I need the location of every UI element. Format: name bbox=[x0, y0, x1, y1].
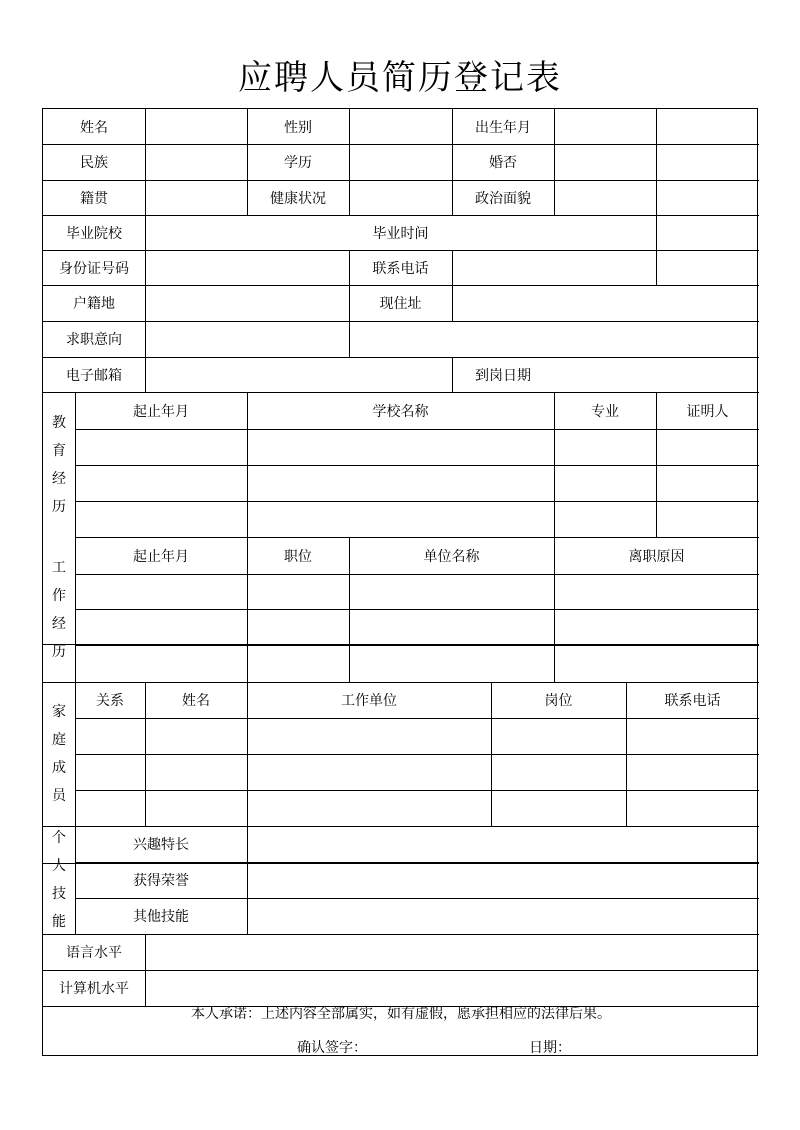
political-field[interactable] bbox=[554, 180, 656, 215]
edu-major-cell[interactable] bbox=[554, 501, 656, 537]
section-char: 经 bbox=[52, 470, 66, 487]
work-company-cell[interactable] bbox=[349, 609, 554, 645]
work-company-cell[interactable] bbox=[349, 645, 554, 682]
label-id-number: 身份证号码 bbox=[59, 260, 129, 277]
name-field[interactable] bbox=[145, 109, 247, 144]
work-position-cell[interactable] bbox=[247, 645, 349, 682]
section-char: 家 bbox=[52, 704, 66, 720]
label-hobbies: 兴趣特长 bbox=[133, 837, 189, 853]
family-phone-cell[interactable] bbox=[626, 790, 759, 826]
label-phone: 联系电话 bbox=[372, 260, 429, 277]
section-char: 经 bbox=[52, 615, 66, 632]
label-computer: 计算机水平 bbox=[59, 981, 129, 997]
label-school: 毕业院校 bbox=[66, 225, 122, 242]
section-char: 历 bbox=[52, 498, 66, 515]
edu-header-period: 起止年月 bbox=[133, 403, 189, 420]
pledge-area bbox=[43, 1006, 759, 1057]
hobbies-field[interactable] bbox=[247, 826, 759, 862]
school-field[interactable] bbox=[145, 215, 349, 250]
label-other-skills: 其他技能 bbox=[133, 909, 189, 925]
label-origin: 籍贯 bbox=[80, 190, 108, 207]
id-number-field[interactable] bbox=[145, 250, 349, 285]
form-title: 应聘人员简历登记表 bbox=[238, 58, 562, 98]
section-char: 员 bbox=[52, 788, 66, 804]
address-field[interactable] bbox=[452, 285, 759, 321]
edu-school-cell[interactable] bbox=[247, 429, 554, 465]
edu-period-cell[interactable] bbox=[75, 465, 247, 501]
phone-field[interactable] bbox=[452, 250, 759, 285]
family-position-cell[interactable] bbox=[491, 718, 626, 754]
edu-header-referee: 证明人 bbox=[686, 403, 729, 420]
work-position-cell[interactable] bbox=[247, 609, 349, 645]
family-phone-cell[interactable] bbox=[626, 754, 759, 790]
label-start-date: 到岗日期 bbox=[475, 367, 531, 384]
edu-referee-cell[interactable] bbox=[656, 429, 759, 465]
origin-field[interactable] bbox=[145, 180, 247, 215]
section-char: 庭 bbox=[52, 732, 66, 748]
family-name-cell[interactable] bbox=[145, 718, 247, 754]
family-employer-cell[interactable] bbox=[247, 718, 491, 754]
family-position-cell[interactable] bbox=[491, 790, 626, 826]
family-header-position: 岗位 bbox=[544, 693, 573, 709]
language-field[interactable] bbox=[145, 934, 759, 970]
edu-referee-cell[interactable] bbox=[656, 501, 759, 537]
education-field[interactable] bbox=[349, 144, 452, 180]
edu-school-cell[interactable] bbox=[247, 501, 554, 537]
family-employer-cell[interactable] bbox=[247, 754, 491, 790]
section-work bbox=[43, 537, 75, 682]
label-email: 电子邮箱 bbox=[66, 367, 122, 384]
edu-header-school: 学校名称 bbox=[372, 403, 429, 420]
edu-school-cell[interactable] bbox=[247, 465, 554, 501]
signature-row bbox=[43, 1037, 759, 1057]
computer-field[interactable] bbox=[145, 970, 759, 1006]
family-phone-cell[interactable] bbox=[626, 718, 759, 754]
label-ethnicity: 民族 bbox=[80, 155, 108, 171]
label-address: 现住址 bbox=[379, 296, 422, 312]
family-header-name: 姓名 bbox=[182, 693, 210, 709]
work-position-cell[interactable] bbox=[247, 574, 349, 609]
family-header-relation: 关系 bbox=[96, 693, 124, 709]
work-header-position: 职位 bbox=[284, 548, 312, 565]
work-header-period: 起止年月 bbox=[133, 548, 189, 565]
section-char: 成 bbox=[52, 760, 66, 776]
section-char: 作 bbox=[52, 587, 66, 604]
edu-major-cell[interactable] bbox=[554, 429, 656, 465]
work-header-company: 单位名称 bbox=[423, 548, 480, 565]
section-char: 技 bbox=[52, 886, 66, 902]
label-political: 政治面貌 bbox=[475, 190, 531, 207]
work-reason-cell[interactable] bbox=[554, 574, 759, 609]
work-period-cell[interactable] bbox=[75, 609, 247, 645]
label-grad-time: 毕业时间 bbox=[372, 225, 429, 242]
hukou-field[interactable] bbox=[145, 285, 349, 321]
work-period-cell[interactable] bbox=[75, 574, 247, 609]
pledge-text: 本人承诺：上述内容全部属实，如有虚假，愿承担相应的法律后果。 bbox=[191, 1005, 611, 1022]
family-header-employer: 工作单位 bbox=[341, 693, 397, 709]
family-relation-cell[interactable] bbox=[75, 790, 145, 826]
section-education bbox=[43, 392, 75, 537]
section-char: 工 bbox=[52, 559, 66, 576]
work-reason-cell[interactable] bbox=[554, 609, 759, 645]
family-position-cell[interactable] bbox=[491, 754, 626, 790]
family-header-phone: 联系电话 bbox=[664, 693, 721, 709]
birth-field[interactable] bbox=[554, 109, 656, 144]
section-char: 能 bbox=[52, 914, 66, 930]
label-job-intent: 求职意向 bbox=[66, 332, 122, 348]
marital-field[interactable] bbox=[554, 144, 656, 180]
signature-label[interactable]: 确认签字： bbox=[297, 1039, 367, 1056]
family-name-cell[interactable] bbox=[145, 754, 247, 790]
date-label[interactable]: 日期： bbox=[529, 1039, 571, 1056]
edu-major-cell[interactable] bbox=[554, 465, 656, 501]
section-char: 育 bbox=[52, 442, 66, 459]
health-field[interactable] bbox=[349, 180, 452, 215]
label-health: 健康状况 bbox=[270, 190, 326, 207]
honors-field[interactable] bbox=[247, 862, 759, 898]
gender-field[interactable] bbox=[349, 109, 452, 144]
section-char: 历 bbox=[52, 643, 66, 660]
section-char: 人 bbox=[52, 858, 66, 874]
label-education: 学历 bbox=[284, 155, 312, 171]
label-gender: 性别 bbox=[284, 119, 312, 136]
label-language: 语言水平 bbox=[66, 945, 122, 961]
grad-time-field[interactable] bbox=[452, 215, 759, 250]
job-intent-field[interactable] bbox=[145, 321, 759, 357]
section-skills bbox=[43, 826, 75, 934]
label-marital: 婚否 bbox=[489, 155, 517, 171]
email-field[interactable] bbox=[145, 357, 452, 392]
label-hukou: 户籍地 bbox=[73, 296, 115, 312]
label-birth: 出生年月 bbox=[475, 119, 531, 136]
work-header-reason: 离职原因 bbox=[628, 548, 685, 565]
work-reason-cell[interactable] bbox=[554, 645, 759, 682]
family-relation-cell[interactable] bbox=[75, 718, 145, 754]
other-skills-field[interactable] bbox=[247, 898, 759, 934]
label-honors: 获得荣誉 bbox=[133, 873, 189, 889]
section-family bbox=[43, 682, 75, 826]
resume-form-table bbox=[42, 108, 758, 1056]
work-period-cell[interactable] bbox=[75, 645, 247, 682]
work-company-cell[interactable] bbox=[349, 574, 554, 609]
edu-period-cell[interactable] bbox=[75, 429, 247, 465]
start-date-field[interactable] bbox=[554, 357, 759, 392]
edu-referee-cell[interactable] bbox=[656, 465, 759, 501]
section-char: 个 bbox=[52, 830, 66, 846]
family-name-cell[interactable] bbox=[145, 790, 247, 826]
ethnicity-field[interactable] bbox=[145, 144, 247, 180]
edu-header-major: 专业 bbox=[591, 403, 619, 420]
family-relation-cell[interactable] bbox=[75, 754, 145, 790]
family-employer-cell[interactable] bbox=[247, 790, 491, 826]
edu-period-cell[interactable] bbox=[75, 501, 247, 537]
section-char: 教 bbox=[52, 414, 66, 431]
label-name: 姓名 bbox=[80, 119, 108, 136]
